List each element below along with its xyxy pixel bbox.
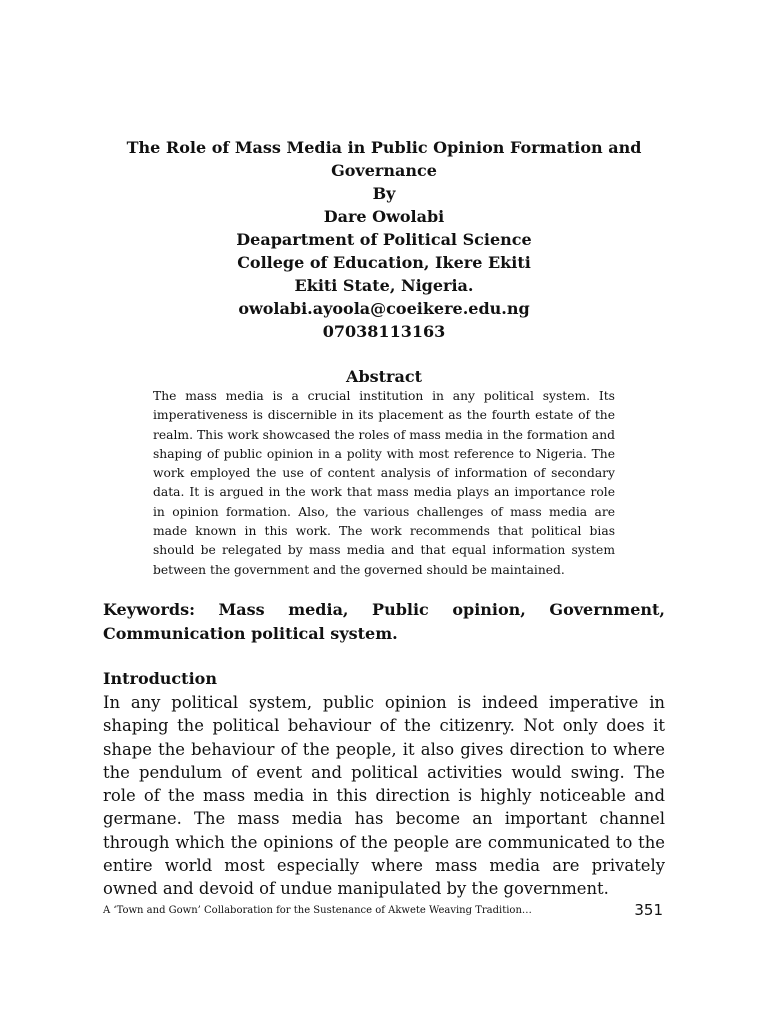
author-name: Dare Owolabi (323, 207, 445, 226)
author-institution: College of Education, Ikere Ekiti (237, 253, 531, 272)
author-phone: 07038113163 (322, 322, 446, 341)
title-line: The Role of Mass Media in Public Opinion Formation and Governance (126, 138, 642, 180)
abstract-heading: Abstract (346, 367, 422, 386)
abstract-body: The mass media is a crucial institution in any political system. Its imperativeness is discernible in its placement as the fourth estate of the realm. This work showcased the roles of mass media in the formation and shaping of public opinion in a polity with most reference to Nigeria. The work employed the use of content analysis of information of secondary data. It is argued in the work that mass media plays an importance role in opinion formation. Also, the various challenges of mass media are made known in this work. The work recommends that political bias should be relegated by mass media and that equal information system between the government and the governed should be maintained. (153, 389, 615, 577)
paper-title (80, 136, 688, 205)
title-by-line: By (372, 184, 396, 203)
author-department: Deapartment of Political Science (236, 230, 532, 249)
introduction-body: In any political system, public opinion is indeed imperative in shaping the political behaviour of the citizenry. Not only does it shape the behaviour of the people, it also gives direction to where the pendulum of event and political activities would swing. The role of the mass media in this direction is highly noticeable and germane. The mass media has become an important channel through which the opinions of the people are communicated to the entire world most especially where mass media are privately owned and devoid of undue manipulated by the government. (103, 693, 665, 899)
author-email: owolabi.ayoola@coeikere.edu.ng (238, 299, 530, 318)
author-block (80, 205, 688, 343)
author-location: Ekiti State, Nigeria. (294, 276, 474, 295)
running-footer: A ‘Town and Gown’ Collaboration for the Sustenance of Akwete Weaving Tradition… (103, 905, 532, 916)
page-number: 351 (634, 901, 663, 919)
keywords: Keywords: Mass media, Public opinion, Government, Communication political system. (103, 600, 665, 643)
introduction-heading: Introduction (103, 669, 217, 688)
